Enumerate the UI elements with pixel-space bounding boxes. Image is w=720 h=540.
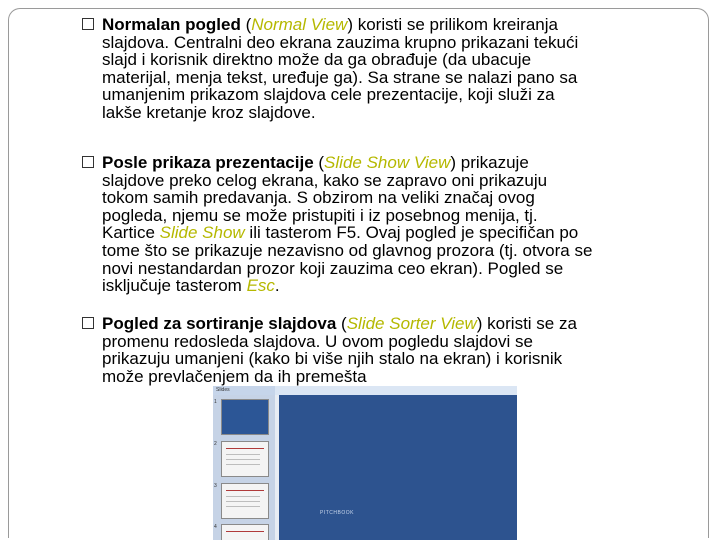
paren-open: ( <box>313 153 325 172</box>
slides-tab-label: Slides <box>216 387 230 393</box>
bullet-line: pogleda, njemu se može pristupiti i iz posebnog menija, tj. <box>102 205 538 225</box>
thumb-text-line <box>226 459 260 460</box>
slide-thumbnail <box>221 483 269 519</box>
bullet-line: slajd i korisnik direktno može da ga obrađuje (da ubacuje <box>102 50 532 70</box>
term-slide-sorter-view: Slide Sorter View <box>346 314 477 333</box>
bullet-line <box>82 224 682 242</box>
checkbox-bullet-icon <box>82 18 94 30</box>
thumb-title-line <box>226 490 264 491</box>
slides-pane <box>213 395 275 540</box>
checkbox-bullet-icon <box>82 317 94 329</box>
slide-thumbnail <box>221 399 269 435</box>
bullet-line: promenu redosleda slajdova. U ovom pogledu slajdovi se <box>102 331 533 351</box>
term-normal-view: Normal View <box>251 15 348 34</box>
term-slide-show: Slide Show <box>159 223 245 243</box>
slides-tab <box>213 386 275 395</box>
term-slide-show-view: Slide Show View <box>324 153 451 172</box>
kartice-rest: ili tasterom F5. Ovaj pogled je specifičan po <box>244 223 579 243</box>
thumb-text-line <box>226 454 260 455</box>
bullet-line: može prevlačenjem da ih premešta <box>102 366 367 386</box>
esc-text: isključuje tasterom <box>102 276 247 296</box>
thumb-number: 2 <box>214 441 217 447</box>
bullet-title: Normalan pogled <box>102 15 241 34</box>
thumb-number: 3 <box>214 483 217 489</box>
bullet-line: slajdove preko celog ekrana, kako se zapravo oni prikazuju <box>102 170 548 190</box>
slide-thumbnail <box>221 441 269 477</box>
checkbox-bullet-icon <box>82 156 94 168</box>
bullet-title: Posle prikaza prezentacije <box>102 153 314 172</box>
bullet-first-line-rest: ) koristi se za <box>476 314 577 333</box>
powerpoint-screenshot <box>213 386 517 540</box>
thumb-text-line <box>226 501 260 502</box>
thumb-text-line <box>226 506 260 507</box>
bullet-slide-sorter-view <box>82 315 682 385</box>
esc-period: . <box>274 276 280 296</box>
paren-open: ( <box>240 15 252 34</box>
bullet-line: materijal, menja tekst, uređuje ga). Sa strane se nalazi pano sa <box>102 67 578 87</box>
bullet-first-line-rest: ) koristi se prilikom kreiranja <box>347 15 558 34</box>
bullet-line: tome što se prikazuje nezavisno od glavnog prozora (tj. otvora se <box>102 240 593 260</box>
bullet-line: slajdova. Centralni deo ekrana zauzima krupno prikazani tekući <box>102 32 579 52</box>
kartice-text: Kartice <box>102 223 160 243</box>
thumb-number: 1 <box>214 399 217 405</box>
bullet-slide-show-view <box>82 154 682 295</box>
bullet-normal-view <box>82 16 682 122</box>
thumb-title-line <box>226 448 264 449</box>
thumb-text-line <box>226 496 260 497</box>
bullet-line: lakše kretanje kroz slajdove. <box>102 102 316 122</box>
slide-thumbnail <box>221 524 269 540</box>
thumb-number: 4 <box>214 524 217 530</box>
bullet-line <box>82 277 682 295</box>
bullet-title: Pogled za sortiranje slajdova <box>102 314 337 333</box>
bullet-line: umanjenim prikazom slajdova cele prezentacije, koji služi za <box>102 85 555 105</box>
thumb-text-line <box>226 464 260 465</box>
thumb-title-line <box>226 531 264 532</box>
term-esc: Esc <box>246 276 275 296</box>
bullet-line: prikazuju umanjeni (kako bi više njih stalo na ekran) i korisnik <box>102 349 563 369</box>
paren-open: ( <box>336 314 347 333</box>
brand-label: PITCHBOOK <box>320 510 354 516</box>
main-slide <box>279 395 517 540</box>
bullet-first-line-rest: ) prikazuje <box>450 153 529 172</box>
bullet-line: tokom samih predavanja. S obzirom na veliki značaj ovog <box>102 188 535 208</box>
bullet-line: novi nestandardan prozor koji zauzima ceo ekran). Pogled se <box>102 258 564 278</box>
